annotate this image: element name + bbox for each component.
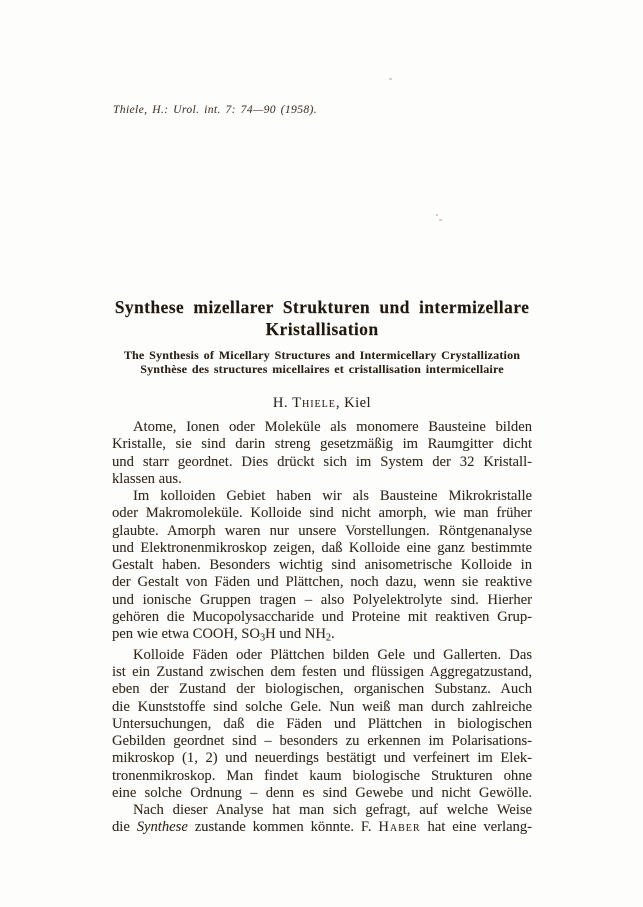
sub-text: 3: [259, 632, 266, 644]
text-line: Kristalle, sie sind darin streng gesetzmäßig im Raumgitter dicht: [112, 436, 532, 453]
text-line: oder Makromoleküle. Kolloide sind nicht amorph, wie man früher: [112, 505, 532, 522]
body-paragraph: [112, 488, 532, 647]
text-line: glaubte. Amorph waren nur unsere Vorstellungen. Röntgenanalyse: [112, 522, 532, 539]
smallcaps-text: Haber: [378, 819, 421, 836]
text-line: Gebilden geordnet sind – besonders zu erkennen im Polarisations-: [112, 733, 532, 750]
body-paragraph: [112, 419, 532, 488]
author-surname: Thiele: [292, 395, 336, 411]
title-line-2: Kristallisation: [265, 319, 379, 339]
author-line: [112, 395, 532, 411]
text-line: die Kunststoffe sind solche Gele. Nun weiß man durch zahlreiche: [112, 698, 532, 715]
text-fragment: H und NH: [265, 626, 326, 642]
body-paragraph: [112, 802, 532, 837]
text-line: ist ein Zustand zwischen dem festen und flüssigen Aggregatzustand,: [112, 664, 532, 681]
text-line: Nach dieser Analyse hat man sich gefragt, auf welche Weise: [133, 802, 532, 819]
italic-text: Synthese: [136, 819, 188, 836]
text-line: eine solche Ordnung – denn es sind Gewebe und nicht Gewölle.: [112, 784, 532, 801]
text-line: Im kolloiden Gebiet haben wir als Bausteine Mikrokristalle: [133, 488, 532, 504]
text-line: Untersuchungen, daß die Fäden und Plättchen in biologischen: [112, 715, 532, 732]
text-line: und Elektronenmikroskop zeigen, daß Kolloide eine ganz bestimmte: [112, 539, 532, 556]
text-line: Gestalt haben. Besonders wichtig sind anisometrische Kolloide in: [112, 557, 532, 573]
text-fragment: .: [330, 626, 335, 642]
title-line-1: Synthese mizellarer Strukturen und intermizellare: [114, 297, 530, 317]
article-body: [112, 419, 532, 837]
text-line: eben der Zustand der biologischen, organischen Substanz. Auch: [112, 681, 532, 698]
running-head-citation: Thiele, H.: Urol. int. 7: 74—90 (1958).: [113, 104, 318, 116]
subtitle-french: Synthèse des structures micellaires et cristallisation intermicellaire: [140, 361, 504, 376]
subtitle-english: The Synthesis of Micellary Structures and Intermicellary Crystallization: [123, 348, 521, 362]
author-prefix: H.: [272, 395, 293, 411]
text-line: und starr geordnet. Dies drückt sich im System der 32 Kristall-: [112, 453, 532, 470]
scan-speck: [389, 78, 392, 80]
text-line: [112, 626, 532, 647]
text-fragment: die: [112, 819, 137, 836]
text-line: und ionische Gruppen tragen – also Polyelektrolyte sind. Hierher: [112, 591, 532, 608]
text-line: gehören die Mucopolysaccharide und Proteine mit reaktiven Grup-: [112, 608, 532, 625]
text-fragment: pen wie etwa COOH, SO: [112, 626, 260, 642]
sub-text: 2: [325, 632, 331, 644]
text-line: Atome, Ionen oder Moleküle als monomere Bausteine bilden: [133, 419, 532, 435]
text-line: der Gestalt von Fäden und Plättchen, noch dazu, wenn sie reaktive: [112, 574, 532, 591]
text-line: tronenmikroskop. Man findet kaum biologische Strukturen ohne: [112, 767, 532, 784]
scan-speck: [439, 219, 442, 221]
text-line: Kolloide Fäden oder Plättchen bilden Gele und Gallerten. Das: [133, 646, 532, 663]
text-line: [112, 819, 532, 836]
article-title: [112, 296, 532, 340]
translated-subtitles: [112, 349, 532, 376]
scan-speck: [436, 214, 438, 216]
text-line: mikroskop (1, 2) und neuerdings bestätigt und verfeinert im Elek-: [112, 750, 532, 767]
article-content: [112, 296, 532, 837]
author-affiliation: , Kiel: [335, 395, 372, 411]
text-fragment: hat eine verlang-: [420, 819, 533, 836]
text-line: klassen aus.: [112, 470, 182, 487]
body-paragraph: [112, 647, 532, 802]
text-fragment: zustande kommen könnte. F.: [187, 819, 379, 836]
